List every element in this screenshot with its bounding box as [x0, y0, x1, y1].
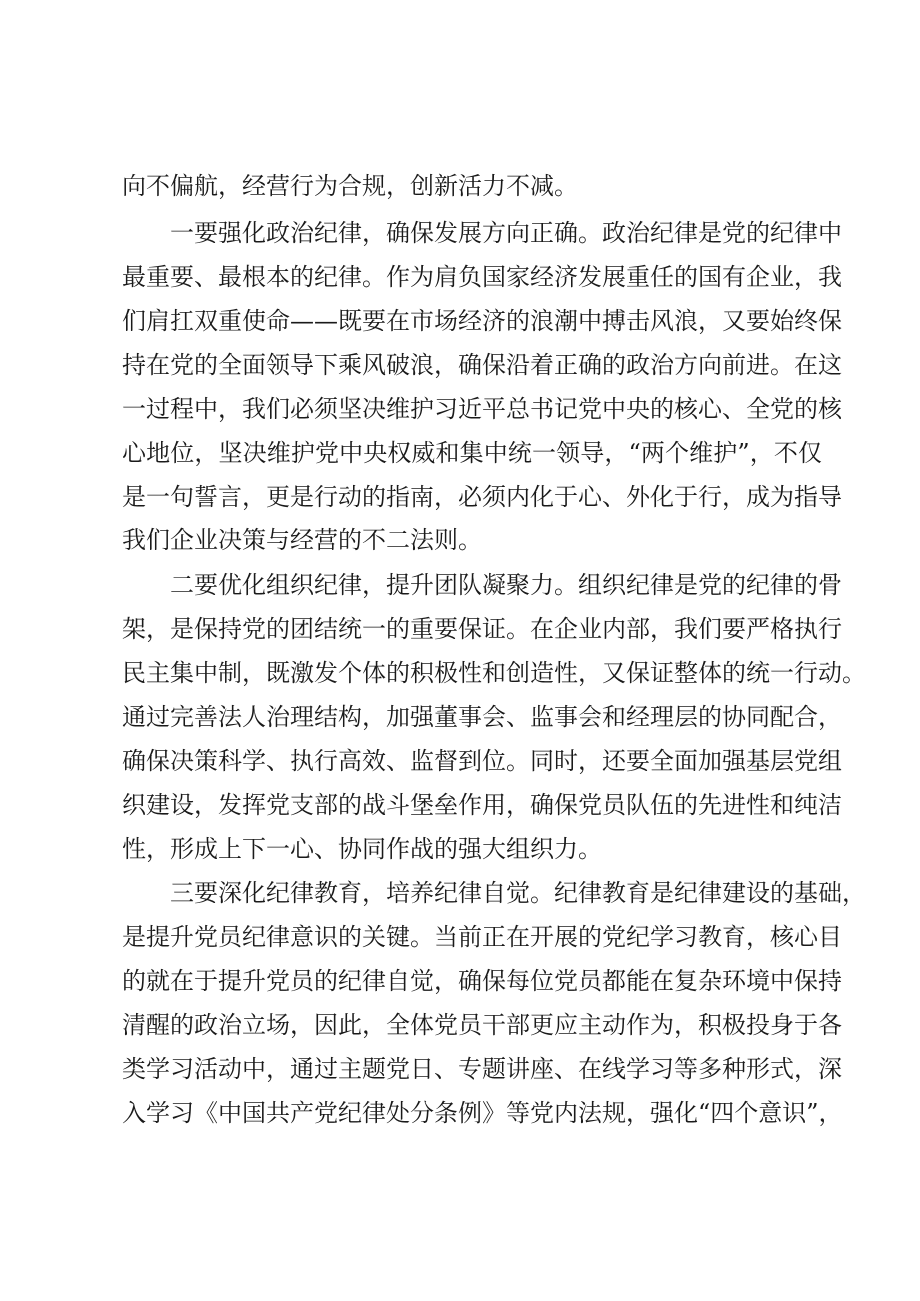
text-line: 最重要、最根本的纪律。作为肩负国家经济发展重任的国有企业，我	[122, 263, 842, 291]
text-line: 清醒的政治立场，因此，全体党员干部更应主动作为，积极投身于各	[122, 1011, 842, 1039]
text-line: 确保决策科学、执行高效、监督到位。同时，还要全面加强基层党组	[122, 747, 842, 775]
text-line: 持在党的全面领导下乘风破浪，确保沿着正确的政治方向前进。在这	[122, 351, 842, 379]
text-line: 是提升党员纪律意识的关键。当前正在开展的党纪学习教育，核心目	[122, 923, 842, 951]
text-line: 织建设，发挥党支部的战斗堡垒作用，确保党员队伍的先进性和纯洁	[122, 791, 842, 819]
text-line: 入学习《中国共产党纪律处分条例》等党内法规，强化“四个意识”，	[122, 1099, 843, 1127]
text-line: 的就在于提升党员的纪律自觉，确保每位党员都能在复杂环境中保持	[122, 967, 842, 995]
text-line: 民主集中制，既激发个体的积极性和创造性，又保证整体的统一行动。	[122, 659, 866, 687]
text-line: 是一句誓言，更是行动的指南，必须内化于心、外化于行，成为指导	[122, 483, 842, 511]
text-line: 们肩扛双重使命——既要在市场经济的浪潮中搏击风浪，又要始终保	[122, 307, 842, 335]
text-line: 类学习活动中，通过主题党日、专题讲座、在线学习等多种形式，深	[122, 1055, 842, 1083]
text-line: 通过完善法人治理结构，加强董事会、监事会和经理层的协同配合，	[122, 703, 842, 731]
paragraph-first-line: 三要深化纪律教育，培养纪律自觉。纪律教育是纪律建设的基础，	[170, 879, 866, 907]
paragraph-first-line: 一要强化政治纪律，确保发展方向正确。政治纪律是党的纪律中	[170, 219, 842, 247]
paragraph-first-line: 二要优化组织纪律，提升团队凝聚力。组织纪律是党的纪律的骨	[170, 571, 842, 599]
text-line: 一过程中，我们必须坚决维护习近平总书记党中央的核心、全党的核	[122, 395, 842, 423]
text-line: 向不偏航，经营行为合规，创新活力不减。	[122, 172, 578, 200]
text-line: 心地位，坚决维护党中央权威和集中统一领导，“两个维护”，不仅	[122, 439, 822, 467]
text-line: 架，是保持党的团结统一的重要保证。在企业内部，我们要严格执行	[122, 615, 842, 643]
text-line: 性，形成上下一心、协同作战的强大组织力。	[122, 835, 602, 863]
text-line: 我们企业决策与经营的不二法则。	[122, 526, 482, 554]
